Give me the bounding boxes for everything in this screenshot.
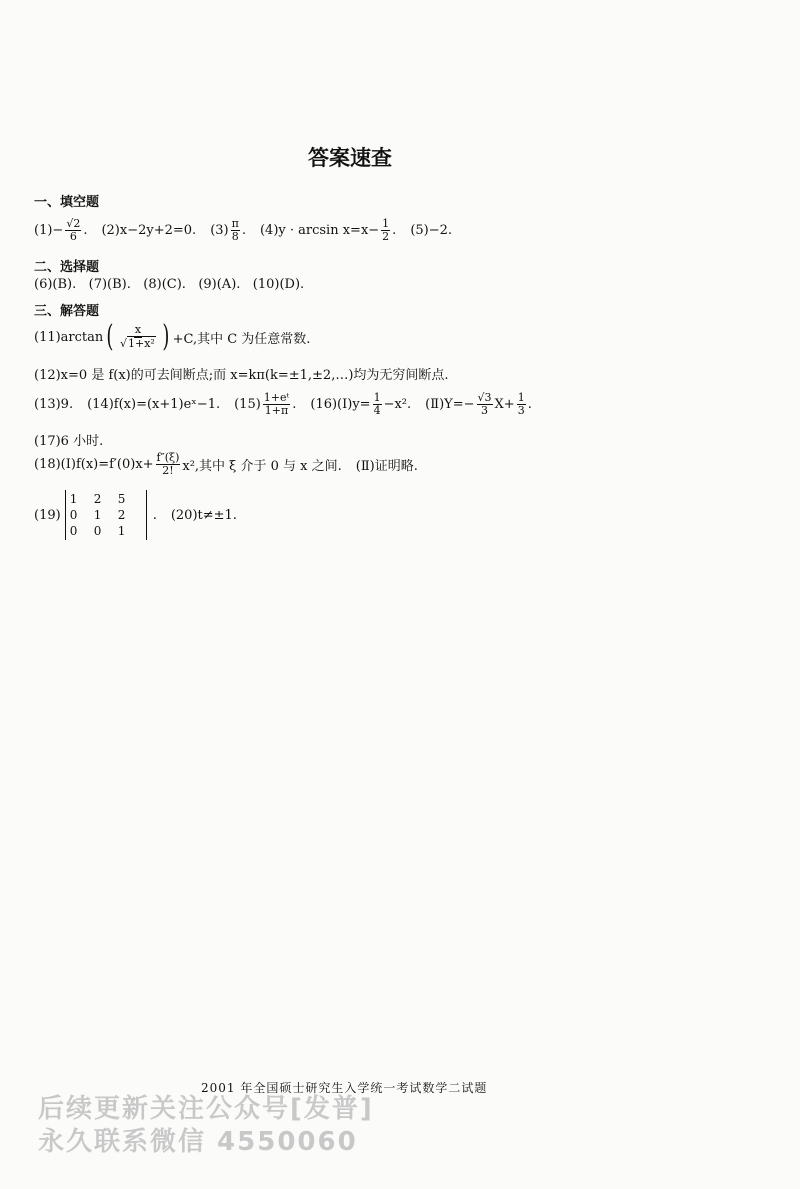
matrix-cell: 1 (93, 508, 102, 522)
answer-16-part4: X+ (494, 397, 515, 413)
answer-16-fraction-1 (373, 392, 382, 417)
answer-18-denominator: 2! (162, 464, 174, 478)
page-title: 答案速查 (308, 146, 392, 170)
answer-15-label: (15) (234, 397, 261, 413)
answer-16-denominator-1: 4 (373, 404, 381, 418)
matrix-cell: 0 (93, 524, 102, 538)
answer-11-numerator: x (134, 323, 142, 337)
answer-19-end: . (152, 507, 157, 523)
answer-4-denominator: 2 (382, 230, 390, 244)
section-choice: 二、选择题 (34, 260, 100, 275)
answer-3-fraction (231, 218, 240, 243)
answer-14: (14)f(x)=(x+1)eˣ−1. (87, 397, 221, 413)
answer-18-part3: (Ⅱ)证明略. (355, 459, 418, 475)
answer-11: (11)arctan ( $\frac{x}{\text{√1+x²}}$ ) +C,其中 C 为任意常数. (34, 319, 311, 354)
matrix-cell: 0 (69, 524, 78, 538)
answer-11-suffix: +C,其中 C 为任意常数. (172, 331, 311, 347)
matrix-cell: 2 (93, 492, 102, 506)
answer-15-end: . (292, 397, 297, 413)
watermark-line-1: 后续更新关注公众号[发普] (38, 1094, 374, 1124)
answer-17: (17)6 小时. (34, 434, 104, 449)
answer-15-denominator: 1+π (264, 404, 289, 418)
answer-4-numerator: 1 (382, 217, 390, 230)
answer-18-fraction (156, 452, 181, 477)
answer-4-end: . (392, 223, 397, 239)
answer-16-part1: (16)(Ⅰ)y= (310, 397, 371, 413)
answer-3-denominator: 8 (231, 230, 239, 244)
answer-5: (5)−2. (410, 223, 453, 239)
answer-line-choice: (6)(B). (7)(B). (8)(C). (9)(A). (10)(D). (34, 277, 305, 292)
answer-4-fraction (381, 218, 390, 243)
answer-2: (2)x−2y+2=0. (101, 223, 197, 239)
answer-1-denominator: 6 (69, 230, 77, 244)
answer-1-label: (1)− (34, 223, 64, 239)
answer-19-label: (19) (34, 507, 61, 523)
answer-16-fraction-3 (517, 392, 526, 417)
answer-11-prefix: (11)arctan (34, 329, 104, 345)
answer-11-denominator: 1+x² (128, 336, 155, 350)
answer-line-fill (34, 218, 452, 243)
answer-16-denominator-3: 3 (517, 404, 525, 418)
answer-18-numerator: f″(ξ) (156, 451, 180, 464)
answer-3-end: . (241, 223, 246, 239)
answer-3-numerator: π (231, 217, 239, 230)
answer-3-label: (3) (210, 223, 229, 239)
answer-16-part2: −x². (383, 397, 412, 413)
answer-line-13-16 (34, 392, 532, 417)
section-solve: 三、解答题 (34, 304, 100, 319)
answer-15-numerator: 1+eᵗ (263, 391, 290, 404)
answer-line-19-20 (34, 490, 237, 540)
answer-16-denominator-2: 3 (481, 404, 489, 418)
answer-12: (12)x=0 是 f(x)的可去间断点;而 x=kπ(k=±1,±2,…)均为无穷间断点. (34, 368, 449, 383)
answer-19-matrix (65, 490, 147, 540)
answer-18-part1: (18)(Ⅰ)f(x)=f′(0)x+ (34, 457, 154, 473)
page-footer: 2001 年全国硕士研究生入学统一考试数学二试题 (201, 1081, 488, 1095)
answer-1-end: . (83, 223, 88, 239)
answer-16-numerator-3: 1 (517, 391, 525, 404)
answer-4-text: (4)y · arcsin x=x− (259, 223, 380, 239)
answer-16-end: . (527, 397, 532, 413)
answer-16-fraction-2 (477, 392, 493, 417)
answer-11-fraction: $\frac{x}{\text{√1+x²}}$ (120, 323, 155, 350)
answer-16-part3: (Ⅱ)Y=− (425, 397, 475, 413)
answer-16-numerator-2: √3 (477, 391, 492, 404)
watermark-line-2: 永久联系微信 4550060 (38, 1127, 358, 1157)
matrix-cell: 5 (117, 492, 126, 506)
answer-15-fraction (263, 392, 290, 417)
matrix-cell: 2 (117, 508, 126, 522)
section-fill-in: 一、填空题 (34, 195, 100, 210)
answer-16-numerator-1: 1 (373, 391, 381, 404)
answer-1-numerator: √2 (66, 217, 81, 230)
answer-18 (34, 452, 418, 477)
answer-13: (13)9. (34, 397, 74, 413)
matrix-cell: 1 (69, 492, 78, 506)
answer-18-part2: x²,其中 ξ 介于 0 与 x 之间. (182, 459, 342, 475)
answer-1-fraction (65, 218, 81, 243)
answer-20: (20)t≠±1. (170, 507, 237, 523)
matrix-cell: 1 (117, 524, 126, 538)
matrix-cell: 0 (69, 508, 78, 522)
